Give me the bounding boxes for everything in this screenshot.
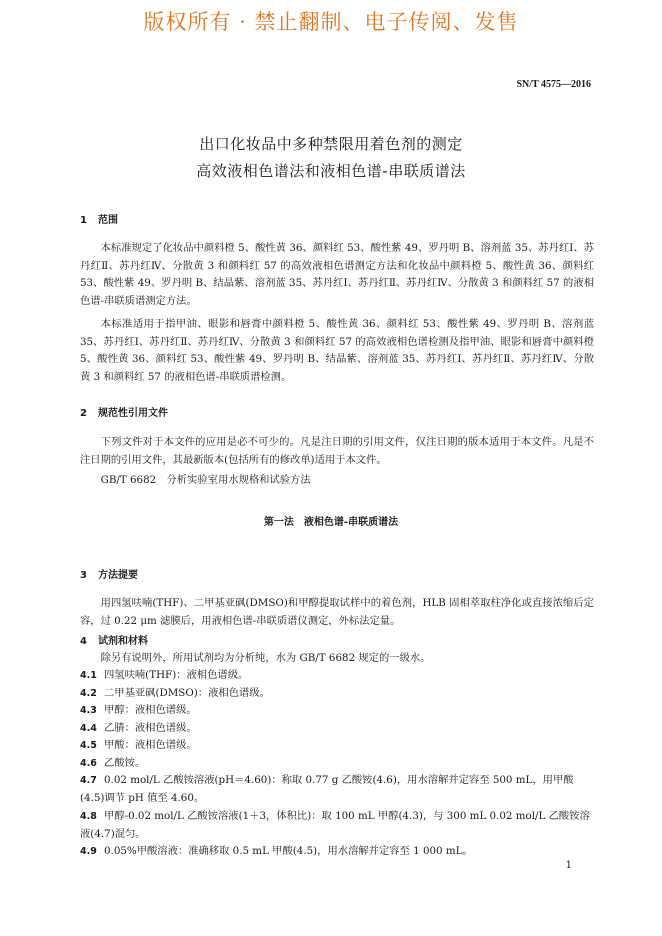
- reference-gbt-6682: GB/T 6682 分析实验室用水规格和试验方法: [100, 474, 311, 486]
- reagent-item: 4.2 二甲基亚砜(DMSO)：液相色谱级。: [80, 687, 270, 699]
- section-number: 2: [80, 408, 87, 419]
- section-title: 方法提要: [98, 570, 138, 581]
- section-number: 3: [80, 570, 87, 581]
- section-title: 范围: [98, 215, 118, 226]
- references-paragraph: 下列文件对于本文件的应用是必不可少的。凡是注日期的引用文件，仅注日期的版本适用于本文件。凡是不注日期的引用文件，其最新版本(包括所有的修改单)适用于本文件。: [80, 436, 594, 466]
- reagent-item: 4.3 甲醇：液相色谱级。: [80, 704, 197, 716]
- reagent-item: 4.4 乙腈：液相色谱级。: [80, 722, 197, 734]
- section-2-heading: [80, 404, 168, 419]
- section-title: 试剂和材料: [98, 636, 148, 647]
- reagent-item: 4.1 四氢呋喃(THF)：液相色谱级。: [80, 669, 249, 681]
- method-title: 第一法 液相色谱-串联质谱法: [263, 517, 399, 528]
- section-4-heading: [80, 632, 148, 647]
- section-title: 规范性引用文件: [98, 408, 168, 419]
- standard-number: SN/T 4575—2016: [516, 79, 591, 90]
- principle-paragraph: 用四氢呋喃(THF)、二甲基亚砜(DMSO)和甲醇提取试样中的着色剂，HLB 固相萃取柱净化或直接浓缩后定容，过 0.22 μm 滤膜后，用液相色谱-串联质谱仪测定，外标法定量。: [80, 597, 594, 627]
- reagent-item: 4.6 乙酸铵。: [80, 757, 146, 769]
- scope-paragraph-1: 本标准规定了化妆品中颜料橙 5、酸性黄 36、颜料红 53、酸性紫 49、罗丹明 B、溶剂蓝 35、苏丹红Ⅰ、苏丹红Ⅱ、苏丹红Ⅳ、分散黄 3 和颜料红 57 的高效液相色谱测定方法和化妆品中颜料橙 5、酸性黄 36、颜料红 53、酸性紫 49、罗丹明 B、结晶紫、溶剂蓝 35、苏丹红Ⅰ、苏丹红Ⅱ、苏丹红Ⅳ、分散黄 3 和颜料红 57 的液相色谱-串联质谱测定方法。: [80, 242, 594, 307]
- reagents-intro: 除另有说明外，所用试剂均为分析纯，水为 GB/T 6682 规定的一级水。: [100, 652, 431, 664]
- reagent-item: 4.9 0.05%甲酸溶液：准确移取 0.5 mL 甲酸(4.5)，用水溶解并定容至 1 000 mL。: [80, 845, 473, 857]
- reagent-item: 4.5 甲酸：液相色谱级。: [80, 739, 197, 751]
- section-number: 4: [80, 636, 87, 647]
- page-number: 1: [565, 860, 572, 871]
- section-3-heading: [80, 566, 138, 581]
- document-title-line1: 出口化妆品中多种禁限用着色剂的测定: [199, 135, 463, 153]
- copyright-banner: 版权所有 · 禁止翻制、电子传阅、发售: [143, 10, 519, 34]
- reagent-item: 4.8 甲醇-0.02 mol/L 乙酸铵溶液(1＋3，体积比)：取 100 mL 甲醇(4.3)，与 300 mL 0.02 mol/L 乙酸铵溶液(4.7)混匀。: [80, 810, 590, 840]
- section-number: 1: [80, 215, 87, 226]
- scope-paragraph-2: 本标准适用于指甲油、眼影和唇膏中颜料橙 5、酸性黄 36、颜料红 53、酸性紫 49、罗丹明 B、溶剂蓝 35、苏丹红Ⅰ、苏丹红Ⅱ、苏丹红Ⅳ、分散黄 3 和颜料红 57 的高效液相色谱检测及指甲油、眼影和唇膏中颜料橙 5、酸性黄 36、颜料红 53、酸性紫 49、罗丹明 B、结晶紫、溶剂蓝 35、苏丹红Ⅰ、苏丹红Ⅱ、苏丹红Ⅳ、分散黄 3 和颜料红 57 的液相色谱-串联质谱检测。: [80, 318, 594, 383]
- reagent-item: 4.7 0.02 mol/L 乙酸铵溶液(pH＝4.60)：称取 0.77 g 乙酸铵(4.6)，用水溶解并定容至 500 mL，用甲酸(4.5)调节 pH 值至 4.60。: [80, 774, 574, 804]
- section-1-heading: [80, 211, 118, 226]
- document-title-line2: 高效液相色谱法和液相色谱-串联质谱法: [196, 162, 466, 180]
